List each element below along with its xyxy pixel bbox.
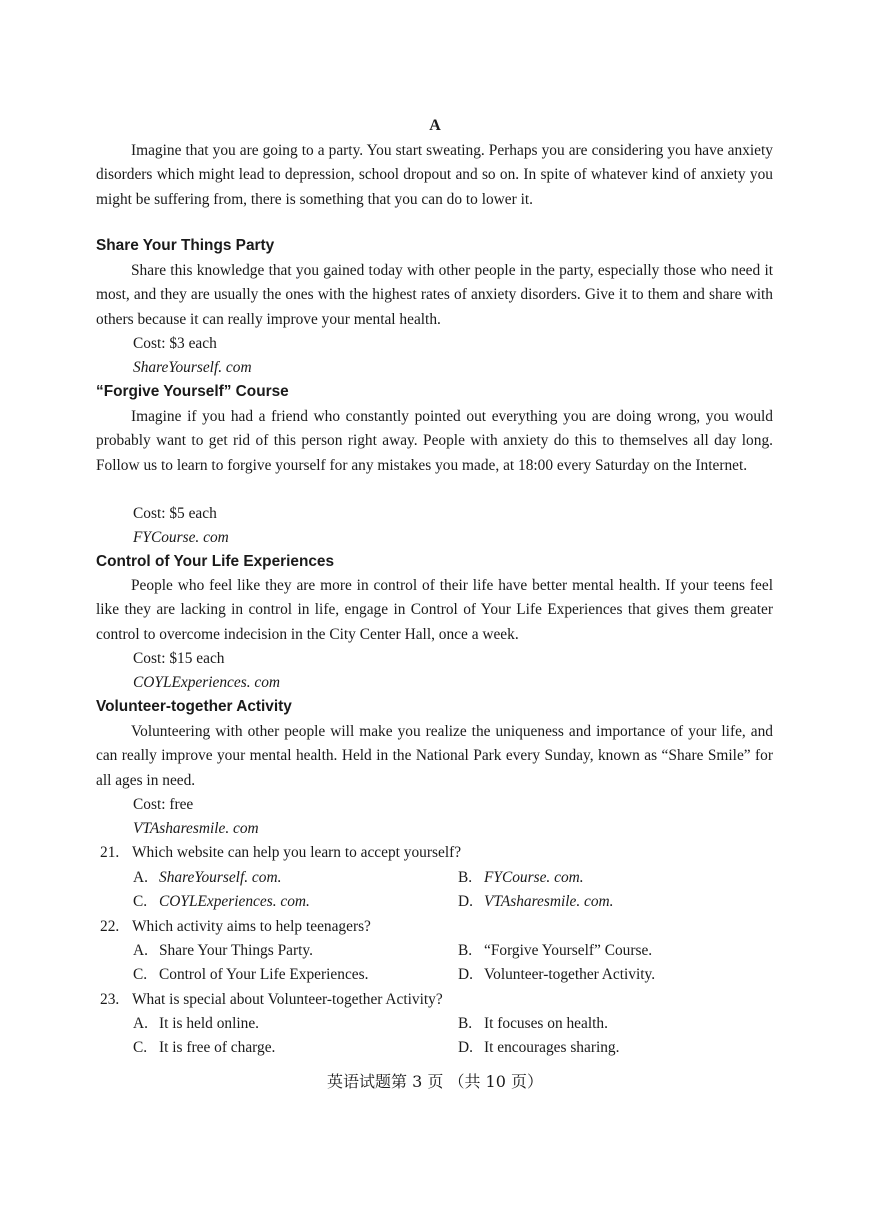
activity-title: Share Your Things Party	[96, 237, 275, 254]
activity-description: People who feel like they are more in control of their life have better mental health. If your teens feel like they are lacking in control in life, engage in Control of Your Life Experiences that gives them greater control to overcome indecision in the City Center Hall, once a week.	[96, 577, 773, 643]
option-c[interactable]	[133, 1036, 275, 1060]
option-letter: C.	[133, 966, 148, 983]
question-23	[100, 988, 443, 1012]
option-c[interactable]	[133, 890, 310, 914]
question-22	[100, 915, 371, 939]
question-number: 22.	[100, 918, 120, 935]
option-b[interactable]	[458, 1012, 608, 1036]
option-d[interactable]	[458, 1036, 619, 1060]
activity-title: Volunteer-together Activity	[96, 698, 292, 715]
page-footer: 英语试题第 3 页 （共 10 页）	[327, 1072, 543, 1091]
activity-website: VTAsharesmile. com	[133, 820, 259, 837]
option-letter: D.	[458, 966, 473, 983]
option-letter: A.	[133, 869, 148, 886]
section-heading: A	[429, 117, 441, 134]
option-text: It encourages sharing.	[484, 1039, 620, 1056]
intro-paragraph: Imagine that you are going to a party. You start sweating. Perhaps you are considering you have anxiety disorders which might lead to depression, school dropout and so on. In spite of whatever kind of anxiety you might be suffering from, there is something that you can do to lower it.	[96, 142, 773, 208]
option-d[interactable]	[458, 963, 655, 987]
option-letter: B.	[458, 942, 473, 959]
option-text: Volunteer-together Activity.	[484, 966, 656, 983]
option-text: ShareYourself. com.	[159, 869, 282, 886]
question-number: 21.	[100, 844, 120, 861]
option-text: VTAsharesmile. com.	[484, 893, 614, 910]
option-letter: A.	[133, 942, 148, 959]
option-text: It focuses on health.	[484, 1015, 608, 1032]
option-b[interactable]	[458, 939, 652, 963]
activity-cost: Cost: $5 each	[133, 505, 217, 522]
option-text: It is held online.	[159, 1015, 260, 1032]
activity-description: Volunteering with other people will make you realize the uniqueness and importance of your life, and can really improve your mental health. Held in the National Park every Sunday, known as “Share Smile” for all ages in need.	[96, 723, 773, 789]
option-a[interactable]	[133, 1012, 259, 1036]
option-letter: B.	[458, 869, 473, 886]
question-stem: Which website can help you learn to accept yourself?	[132, 844, 462, 861]
activity-website: ShareYourself. com	[133, 359, 252, 376]
option-letter: D.	[458, 893, 473, 910]
option-text: FYCourse. com.	[484, 869, 584, 886]
option-letter: B.	[458, 1015, 473, 1032]
option-a[interactable]	[133, 866, 281, 890]
option-letter: D.	[458, 1039, 473, 1056]
option-a[interactable]	[133, 939, 313, 963]
activity-website: FYCourse. com	[133, 529, 229, 546]
question-21	[100, 841, 461, 865]
option-text: “Forgive Yourself” Course.	[484, 942, 653, 959]
activity-cost: Cost: $3 each	[133, 335, 217, 352]
option-text: Share Your Things Party.	[159, 942, 313, 959]
activity-title: Control of Your Life Experiences	[96, 553, 335, 570]
option-d[interactable]	[458, 890, 614, 914]
activity-website: COYLExperiences. com	[133, 674, 281, 691]
activity-description: Imagine if you had a friend who constantly pointed out everything you are doing wrong, you would probably want to get rid of this person right away. People with anxiety do this to themselves all day long. Follow us to learn to forgive yourself for any mistakes you made, at 18:00 every Saturday on the Internet.	[96, 408, 773, 474]
question-stem: What is special about Volunteer-together Activity?	[132, 991, 443, 1008]
activity-title: “Forgive Yourself” Course	[96, 383, 289, 400]
activity-cost: Cost: free	[133, 796, 194, 813]
option-text: Control of Your Life Experiences.	[159, 966, 369, 983]
question-stem: Which activity aims to help teenagers?	[132, 918, 371, 935]
question-number: 23.	[100, 991, 120, 1008]
option-letter: A.	[133, 1015, 148, 1032]
option-letter: C.	[133, 893, 148, 910]
option-letter: C.	[133, 1039, 148, 1056]
option-b[interactable]	[458, 866, 584, 890]
option-c[interactable]	[133, 963, 368, 987]
activity-cost: Cost: $15 each	[133, 650, 225, 667]
option-text: COYLExperiences. com.	[159, 893, 310, 910]
option-text: It is free of charge.	[159, 1039, 276, 1056]
activity-description: Share this knowledge that you gained today with other people in the party, especially those who need it most, and they are usually the ones with the highest rates of anxiety disorders. Give it to them and share with others because it can really improve your mental health.	[96, 262, 773, 328]
